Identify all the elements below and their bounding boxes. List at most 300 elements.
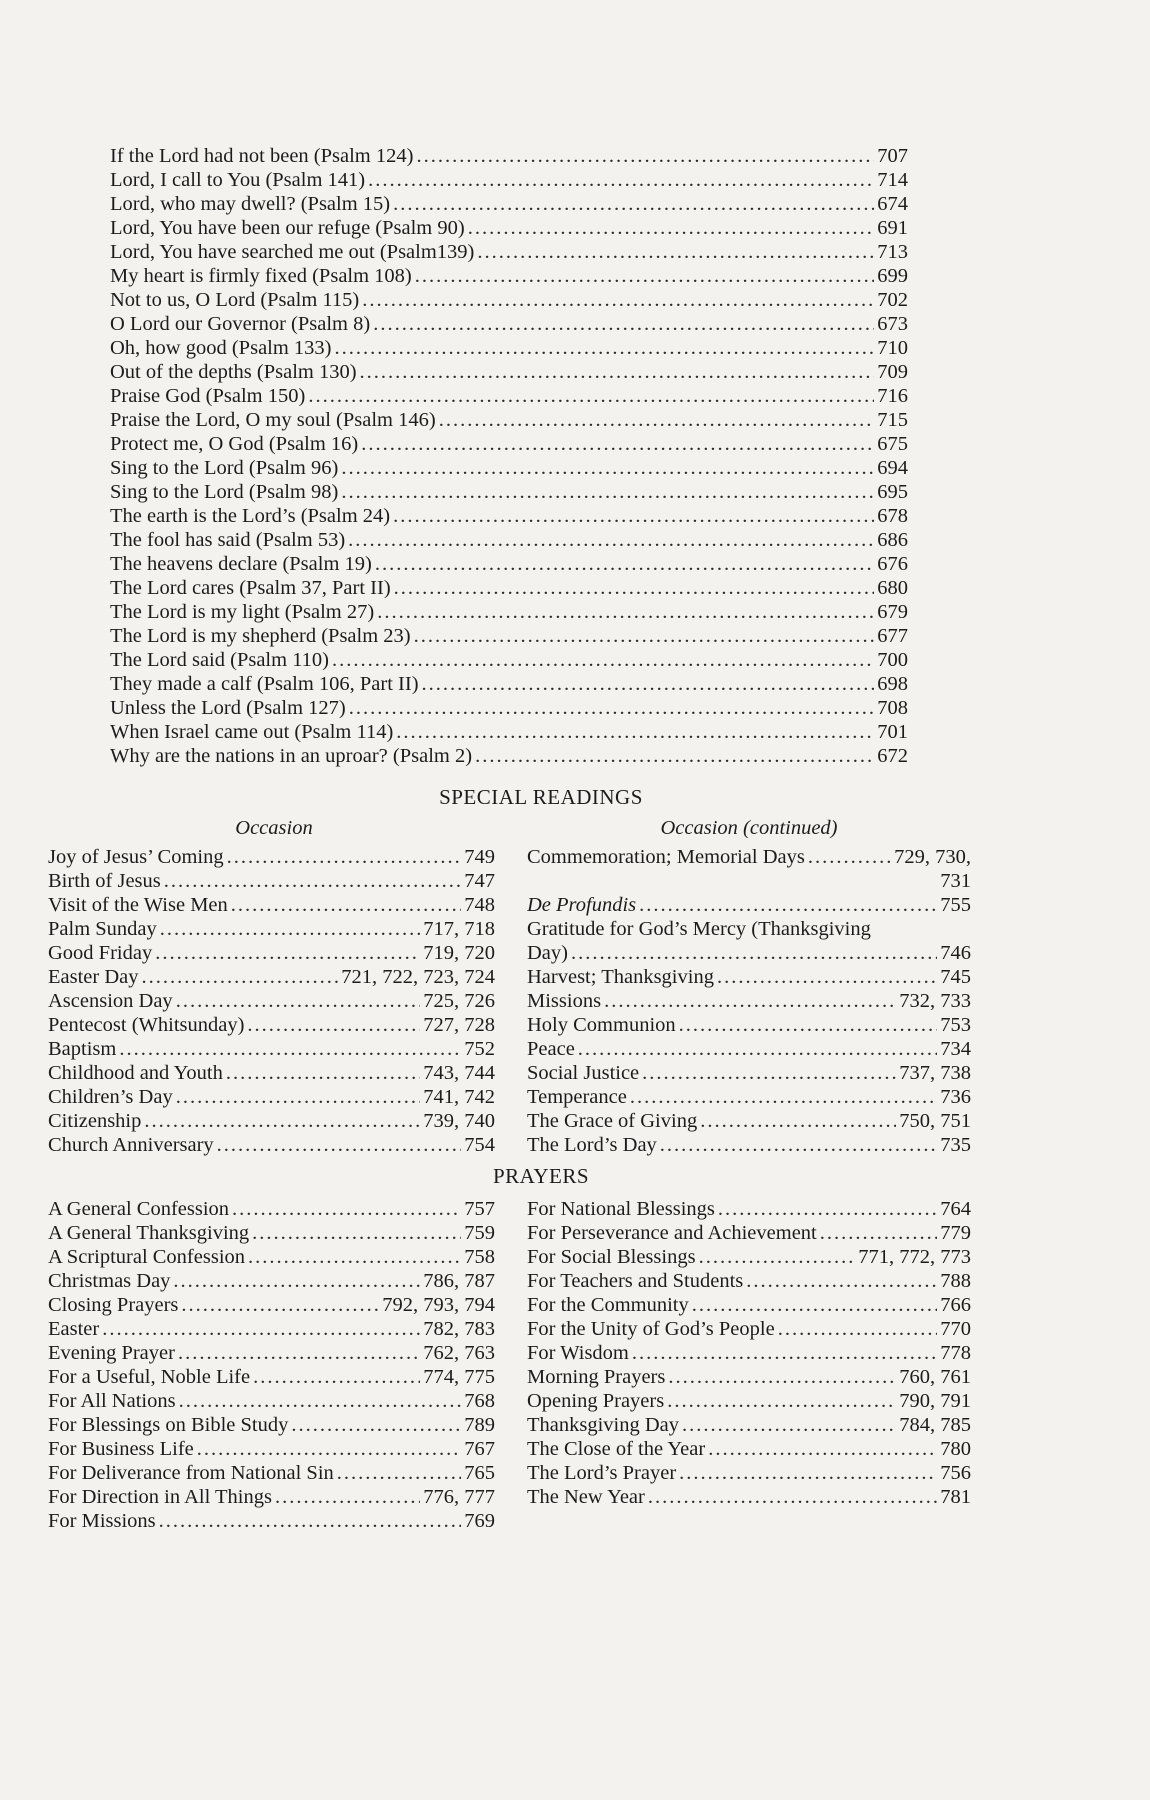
index-entry — [48, 1413, 495, 1437]
dot-leader — [718, 1197, 937, 1221]
entry-page-continued: 731 — [940, 870, 971, 892]
dot-leader — [217, 1133, 462, 1157]
entry-page: 709 — [877, 361, 908, 383]
dot-leader — [679, 1461, 937, 1485]
entry-page: 789 — [464, 1414, 495, 1436]
entry-title: Palm Sunday — [48, 918, 157, 940]
entry-page: 771, 772, 773 — [858, 1246, 971, 1268]
entry-title: The earth is the Lord’s (Psalm 24) — [110, 505, 391, 527]
entry-title: Why are the nations in an uproar? (Psalm 2) — [110, 745, 473, 767]
dot-leader — [178, 1341, 420, 1365]
dot-leader — [667, 1389, 896, 1413]
index-entry — [527, 1037, 971, 1061]
dot-leader — [253, 1365, 420, 1389]
index-entry — [48, 1133, 495, 1157]
entry-page: 735 — [940, 1134, 971, 1156]
dot-leader — [746, 1269, 937, 1293]
entry-title: For Teachers and Students — [527, 1270, 744, 1292]
dot-leader — [639, 893, 937, 917]
index-entry — [110, 312, 908, 336]
dot-leader — [396, 720, 874, 744]
entry-page: 708 — [877, 697, 908, 719]
dot-leader — [642, 1061, 896, 1085]
entry-title: Ascension Day — [48, 990, 173, 1012]
index-entry — [527, 1365, 971, 1389]
index-entry — [48, 893, 495, 917]
entry-title: The Grace of Giving — [527, 1110, 698, 1132]
dot-leader — [361, 432, 874, 456]
index-entry — [110, 168, 908, 192]
index-entry — [48, 1013, 495, 1037]
index-entry — [527, 989, 971, 1013]
special-readings-left-column — [48, 845, 495, 1157]
index-entry — [110, 264, 908, 288]
index-entry — [110, 432, 908, 456]
entry-page: 716 — [877, 385, 908, 407]
index-entry-continued — [527, 941, 971, 965]
index-entry — [110, 744, 908, 768]
entry-title: Baptism — [48, 1038, 117, 1060]
dot-leader — [717, 965, 937, 989]
dot-leader — [393, 504, 874, 528]
entry-title: De Profundis — [527, 894, 637, 916]
entry-page: 755 — [940, 894, 971, 916]
index-entry — [110, 648, 908, 672]
entry-title: A General Thanksgiving — [48, 1222, 250, 1244]
index-entry — [527, 1269, 971, 1293]
entry-page: 768 — [464, 1390, 495, 1412]
entry-title: If the Lord had not been (Psalm 124) — [110, 145, 414, 167]
entry-title: Harvest; Thanksgiving — [527, 966, 714, 988]
dot-leader — [164, 869, 462, 893]
index-entry — [48, 1221, 495, 1245]
entry-page: 691 — [877, 217, 908, 239]
index-entry — [110, 336, 908, 360]
dot-leader — [142, 965, 339, 989]
index-entry — [527, 893, 971, 917]
entry-page: 764 — [940, 1198, 971, 1220]
entry-page: 747 — [464, 870, 495, 892]
entry-title: Missions — [527, 990, 602, 1012]
index-entry — [527, 1013, 971, 1037]
entry-title: The Lord said (Psalm 110) — [110, 649, 330, 671]
entry-title: For a Useful, Noble Life — [48, 1366, 251, 1388]
entry-page: 745 — [940, 966, 971, 988]
index-entry — [527, 1293, 971, 1317]
entry-title: Sing to the Lord (Psalm 96) — [110, 457, 339, 479]
entry-page: 748 — [464, 894, 495, 916]
entry-page: 750, 751 — [899, 1110, 971, 1132]
dot-leader — [422, 672, 875, 696]
index-entry — [527, 1413, 971, 1437]
entry-title: Closing Prayers — [48, 1294, 179, 1316]
entry-title: Out of the depths (Psalm 130) — [110, 361, 357, 383]
index-entry — [527, 1317, 971, 1341]
entry-title: Holy Communion — [527, 1014, 676, 1036]
index-entry — [110, 216, 908, 240]
dot-leader — [349, 696, 875, 720]
index-entry — [110, 192, 908, 216]
entry-page: 753 — [940, 1014, 971, 1036]
dot-leader — [335, 336, 875, 360]
entry-title: Lord, You have searched me out (Psalm139) — [110, 241, 475, 263]
entry-title: Unless the Lord (Psalm 127) — [110, 697, 346, 719]
entry-page: 756 — [940, 1462, 971, 1484]
entry-title: Lord, who may dwell? (Psalm 15) — [110, 193, 391, 215]
entry-page: 766 — [940, 1294, 971, 1316]
entry-title: For Missions — [48, 1510, 156, 1532]
entry-page: 714 — [877, 169, 908, 191]
index-entry — [110, 552, 908, 576]
entry-page: 717, 718 — [423, 918, 495, 940]
dot-leader — [227, 845, 462, 869]
entry-page: 739, 740 — [423, 1110, 495, 1132]
entry-title: Joy of Jesus’ Coming — [48, 846, 224, 868]
index-entry — [110, 672, 908, 696]
entry-title: A Scriptural Confession — [48, 1246, 246, 1268]
entry-title: For Wisdom — [527, 1342, 629, 1364]
index-entry — [527, 1109, 971, 1133]
entry-title: The heavens declare (Psalm 19) — [110, 553, 372, 575]
index-entry — [110, 480, 908, 504]
dot-leader — [679, 1013, 938, 1037]
index-entry — [48, 917, 495, 941]
entry-title: Lord, I call to You (Psalm 141) — [110, 169, 366, 191]
entry-page: 679 — [877, 601, 908, 623]
entry-page: 762, 763 — [423, 1342, 495, 1364]
index-entry — [48, 1245, 495, 1269]
entry-title: Praise God (Psalm 150) — [110, 385, 306, 407]
index-entry — [110, 408, 908, 432]
entry-title: When Israel came out (Psalm 114) — [110, 721, 394, 743]
entry-page: 743, 744 — [423, 1062, 495, 1084]
entry-page: 675 — [877, 433, 908, 455]
entry-page: 686 — [877, 529, 908, 551]
index-entry — [48, 1389, 495, 1413]
dot-leader — [394, 576, 875, 600]
index-entry — [527, 1133, 971, 1157]
entry-page: 790, 791 — [899, 1390, 971, 1412]
entry-title: Oh, how good (Psalm 133) — [110, 337, 332, 359]
entry-title: For the Unity of God’s People — [527, 1318, 775, 1340]
entry-page: 680 — [877, 577, 908, 599]
entry-title: Opening Prayers — [527, 1390, 665, 1412]
entry-page: 673 — [877, 313, 908, 335]
special-readings-heading: SPECIAL READINGS — [439, 785, 643, 809]
index-entry — [48, 965, 495, 989]
entry-title: Protect me, O God (Psalm 16) — [110, 433, 359, 455]
entry-page: 734 — [940, 1038, 971, 1060]
entry-title: Birth of Jesus — [48, 870, 161, 892]
entry-page: 767 — [464, 1438, 495, 1460]
index-entry — [110, 624, 908, 648]
entry-title: For Perseverance and Achievement — [527, 1222, 817, 1244]
entry-page: 732, 733 — [899, 990, 971, 1012]
entry-title: For Blessings on Bible Study — [48, 1414, 289, 1436]
dot-leader — [700, 1109, 896, 1133]
dot-leader — [668, 1365, 896, 1389]
entry-page: 698 — [877, 673, 908, 695]
dot-leader — [375, 552, 874, 576]
dot-leader — [632, 1341, 937, 1365]
entry-page: 792, 793, 794 — [382, 1294, 495, 1316]
entry-page: 672 — [877, 745, 908, 767]
dot-leader — [155, 941, 420, 965]
dot-leader — [373, 312, 874, 336]
entry-title: Easter — [48, 1318, 100, 1340]
entry-page: 725, 726 — [423, 990, 495, 1012]
psalms-index — [110, 144, 908, 768]
entry-title: For All Nations — [48, 1390, 176, 1412]
index-entry — [48, 1085, 495, 1109]
entry-page: 701 — [877, 721, 908, 743]
dot-leader — [660, 1133, 937, 1157]
index-entry — [48, 941, 495, 965]
index-entry — [527, 1341, 971, 1365]
entry-title: For the Community — [527, 1294, 689, 1316]
entry-page: 746 — [940, 942, 971, 964]
dot-leader — [393, 192, 874, 216]
dot-leader — [160, 917, 420, 941]
entry-page: 695 — [877, 481, 908, 503]
entry-page: 754 — [464, 1134, 495, 1156]
special-readings-right-column — [527, 845, 971, 1157]
index-entry — [48, 1317, 495, 1341]
index-entry — [110, 696, 908, 720]
dot-leader — [368, 168, 874, 192]
entry-page: 674 — [877, 193, 908, 215]
dot-leader — [415, 264, 874, 288]
index-entry — [110, 288, 908, 312]
entry-page: 694 — [877, 457, 908, 479]
entry-page: 700 — [877, 649, 908, 671]
entry-title: Visit of the Wise Men — [48, 894, 228, 916]
entry-page: 721, 722, 723, 724 — [341, 966, 495, 988]
dot-leader — [416, 144, 874, 168]
dot-leader — [176, 989, 421, 1013]
dot-leader — [252, 1221, 461, 1245]
entry-title: Easter Day — [48, 966, 139, 988]
entry-page: 719, 720 — [423, 942, 495, 964]
dot-leader — [808, 845, 891, 869]
dot-leader — [360, 360, 875, 384]
index-entry — [110, 576, 908, 600]
entry-page: 710 — [877, 337, 908, 359]
index-entry — [527, 1197, 971, 1221]
dot-leader — [439, 408, 875, 432]
entry-title: For Business Life — [48, 1438, 194, 1460]
dot-leader — [341, 480, 874, 504]
index-entry — [48, 1509, 495, 1533]
entry-page: 677 — [877, 625, 908, 647]
entry-page: 779 — [940, 1222, 971, 1244]
entry-page: 769 — [464, 1510, 495, 1532]
entry-title: Children’s Day — [48, 1086, 173, 1108]
entry-title: O Lord our Governor (Psalm 8) — [110, 313, 371, 335]
entry-title: Peace — [527, 1038, 575, 1060]
dot-leader — [571, 941, 937, 965]
dot-leader — [604, 989, 896, 1013]
occasion-subhead: Occasion — [235, 817, 313, 839]
index-entry — [48, 1341, 495, 1365]
index-entry — [527, 917, 971, 941]
dot-leader — [692, 1293, 938, 1317]
entry-title: Social Justice — [527, 1062, 640, 1084]
entry-title: Christmas Day — [48, 1270, 171, 1292]
dot-leader — [630, 1085, 937, 1109]
index-entry — [527, 1461, 971, 1485]
entry-page: 727, 728 — [423, 1014, 495, 1036]
entry-title: Church Anniversary — [48, 1134, 214, 1156]
entry-title: Evening Prayer — [48, 1342, 175, 1364]
entry-page: 760, 761 — [899, 1366, 971, 1388]
occasion-continued-subhead: Occasion (continued) — [660, 817, 838, 839]
dot-leader — [348, 528, 874, 552]
dot-leader — [477, 240, 874, 264]
index-entry — [48, 1293, 495, 1317]
index-entry — [110, 528, 908, 552]
prayers-right-column — [527, 1197, 971, 1509]
index-entry — [527, 1061, 971, 1085]
entry-title-continued: Day) — [527, 942, 568, 964]
index-entry — [48, 1461, 495, 1485]
index-entry — [110, 144, 908, 168]
index-entry — [110, 600, 908, 624]
dot-leader — [468, 216, 875, 240]
dot-leader — [682, 1413, 896, 1437]
entry-title: Commemoration; Memorial Days — [527, 846, 805, 868]
dot-leader — [119, 1037, 461, 1061]
dot-leader — [308, 384, 874, 408]
entry-page: 713 — [877, 241, 908, 263]
entry-title: Childhood and Youth — [48, 1062, 223, 1084]
index-entry — [110, 720, 908, 744]
entry-title: Gratitude for God’s Mercy (Thanksgiving — [527, 918, 871, 940]
index-entry — [48, 1485, 495, 1509]
entry-page: 781 — [940, 1486, 971, 1508]
entry-title: A General Confession — [48, 1198, 230, 1220]
entry-title: For Social Blessings — [527, 1246, 696, 1268]
dot-leader — [475, 744, 874, 768]
entry-title: Good Friday — [48, 942, 153, 964]
entry-title: The Lord is my light (Psalm 27) — [110, 601, 375, 623]
prayers-heading: PRAYERS — [492, 1164, 590, 1188]
entry-title: The Lord’s Prayer — [527, 1462, 677, 1484]
index-entry — [527, 1245, 971, 1269]
dot-leader — [708, 1437, 937, 1461]
entry-title: Pentecost (Whitsunday) — [48, 1014, 245, 1036]
index-entry — [48, 1037, 495, 1061]
index-entry — [48, 1437, 495, 1461]
entry-page: 758 — [464, 1246, 495, 1268]
entry-page: 676 — [877, 553, 908, 575]
entry-page: 788 — [940, 1270, 971, 1292]
dot-leader — [181, 1293, 379, 1317]
dot-leader — [226, 1061, 420, 1085]
entry-title: Morning Prayers — [527, 1366, 666, 1388]
dot-leader — [275, 1485, 420, 1509]
entry-title: The Lord is my shepherd (Psalm 23) — [110, 625, 411, 647]
index-entry — [527, 965, 971, 989]
dot-leader — [231, 893, 461, 917]
dot-leader — [778, 1317, 938, 1341]
index-entry — [527, 1485, 971, 1509]
entry-page: 741, 742 — [423, 1086, 495, 1108]
entry-page: 786, 787 — [423, 1270, 495, 1292]
index-entry — [48, 1365, 495, 1389]
entry-page: 752 — [464, 1038, 495, 1060]
entry-page: 776, 777 — [423, 1486, 495, 1508]
index-entry — [48, 1061, 495, 1085]
index-entry — [48, 869, 495, 893]
entry-page: 784, 785 — [899, 1414, 971, 1436]
entry-title: For Direction in All Things — [48, 1486, 272, 1508]
index-entry — [48, 989, 495, 1013]
entry-title: Sing to the Lord (Psalm 98) — [110, 481, 339, 503]
entry-title: They made a calf (Psalm 106, Part II) — [110, 673, 419, 695]
entry-title: Thanksgiving Day — [527, 1414, 680, 1436]
index-entry — [527, 1221, 971, 1245]
dot-leader — [248, 1245, 461, 1269]
index-entry — [48, 845, 495, 869]
dot-leader — [414, 624, 875, 648]
dot-leader — [820, 1221, 938, 1245]
dot-leader — [377, 600, 874, 624]
entry-title: The fool has said (Psalm 53) — [110, 529, 346, 551]
dot-leader — [102, 1317, 420, 1341]
entry-title: My heart is firmly fixed (Psalm 108) — [110, 265, 412, 287]
index-entry — [527, 1437, 971, 1461]
dot-leader — [699, 1245, 856, 1269]
entry-page: 770 — [940, 1318, 971, 1340]
prayers-left-column — [48, 1197, 495, 1533]
index-entry — [110, 456, 908, 480]
index-entry — [527, 845, 971, 869]
entry-page: 778 — [940, 1342, 971, 1364]
entry-title: Lord, You have been our refuge (Psalm 90) — [110, 217, 465, 239]
entry-page: 737, 738 — [899, 1062, 971, 1084]
entry-title: The New Year — [527, 1486, 645, 1508]
entry-page: 774, 775 — [423, 1366, 495, 1388]
entry-title: For Deliverance from National Sin — [48, 1462, 334, 1484]
entry-page: 699 — [877, 265, 908, 287]
entry-title: The Lord cares (Psalm 37, Part II) — [110, 577, 391, 599]
entry-title: Not to us, O Lord (Psalm 115) — [110, 289, 360, 311]
index-entry — [110, 504, 908, 528]
entry-page: 702 — [877, 289, 908, 311]
entry-page: 749 — [464, 846, 495, 868]
index-entry — [527, 1085, 971, 1109]
dot-leader — [341, 456, 874, 480]
dot-leader — [197, 1437, 461, 1461]
entry-title: The Close of the Year — [527, 1438, 706, 1460]
dot-leader — [247, 1013, 420, 1037]
dot-leader — [232, 1197, 461, 1221]
dot-leader — [179, 1389, 462, 1413]
dot-leader — [173, 1269, 420, 1293]
entry-title: Praise the Lord, O my soul (Psalm 146) — [110, 409, 436, 431]
dot-leader — [332, 648, 874, 672]
index-entry — [110, 360, 908, 384]
index-entry — [48, 1109, 495, 1133]
dot-leader — [176, 1085, 421, 1109]
entry-page: 736 — [940, 1086, 971, 1108]
entry-page: 678 — [877, 505, 908, 527]
entry-title: Citizenship — [48, 1110, 142, 1132]
entry-title: Temperance — [527, 1086, 627, 1108]
entry-page: 757 — [464, 1198, 495, 1220]
entry-page: 715 — [877, 409, 908, 431]
